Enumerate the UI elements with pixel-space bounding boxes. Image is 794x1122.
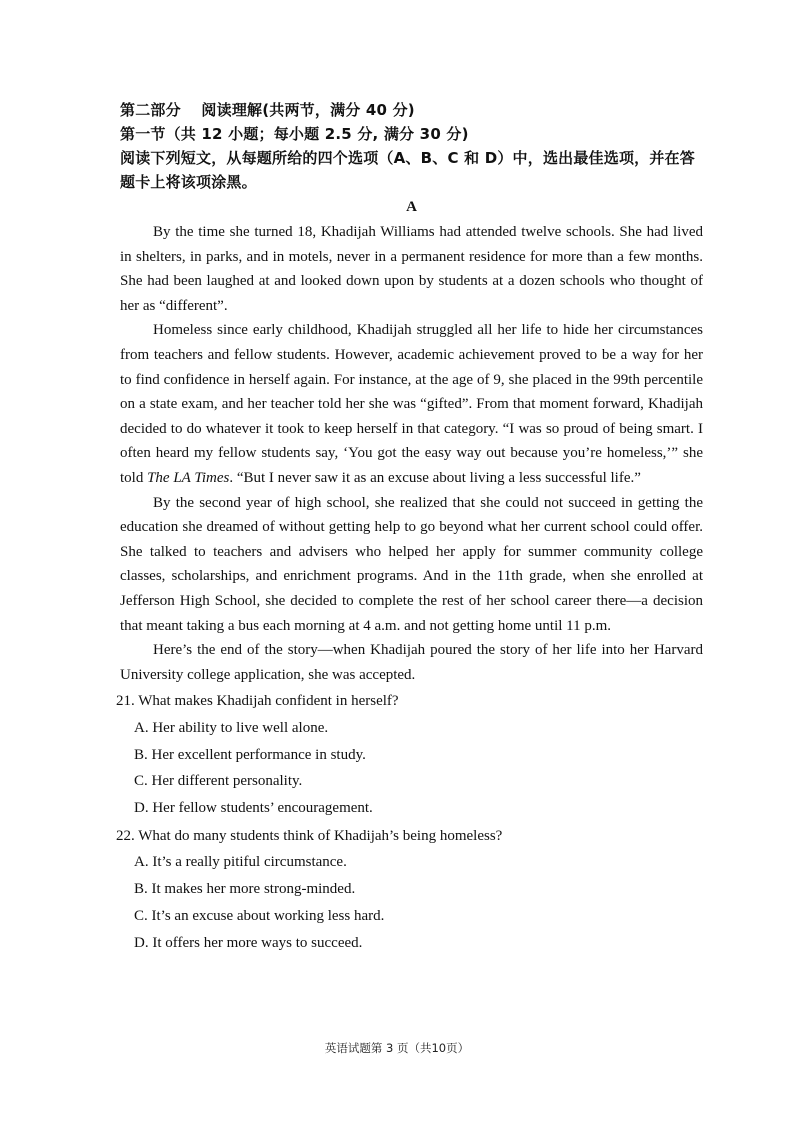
option-b: B. Her excellent performance in study. (134, 746, 366, 763)
question-22 (116, 823, 703, 957)
question-21 (116, 688, 703, 822)
passage-paragraph (120, 638, 703, 687)
passage-body (120, 220, 703, 687)
option-a: A. Her ability to live well alone. (134, 719, 329, 736)
option-b: B. It makes her more strong-minded. (134, 881, 356, 898)
passage-label: A (406, 199, 417, 215)
page-footer: 英语试题第 3 页（共10页） (324, 1041, 470, 1055)
option-d: D. It offers her more ways to succeed. (134, 934, 363, 951)
option-c: C. Her different personality. (134, 773, 303, 790)
passage-paragraph (120, 318, 703, 490)
instructions: 阅读下列短文，从每题所给的四个选项（A、B、C 和 D）中，选出最佳选项，并在答题卡上将该项涂黑。 (120, 149, 695, 191)
paragraph-text: . “But I never saw it as an excuse about living a less successful life.” (229, 469, 641, 486)
question-stem: 22. What do many students think of Khadijah’s being homeless? (116, 827, 503, 844)
question-stem: 21. What makes Khadijah confident in herself? (116, 693, 399, 710)
option-d: D. Her fellow students’ encouragement. (134, 800, 373, 817)
paragraph-text: Homeless since early childhood, Khadijah struggled all her life to hide her circumstances from teachers and fellow students. However, academic achievement proved to be a way for her to find confidence in herself again. For instance, at the age of 9, she placed in the 99th percentile on a state exam, and her teacher told her she was “gifted”. From that moment forward, Khadijah decided to do whatever it took to keep herself in that category. “I was so proud of being smart. I often heard my fellow students say, ‘You got the easy way out because you’re homeless,’” she told (120, 322, 703, 486)
option-c: C. It’s an excuse about working less hard. (134, 908, 385, 925)
passage-paragraph (120, 491, 703, 639)
option-a: A. It’s a really pitiful circumstance. (134, 854, 347, 871)
subsection-heading: 第一节（共 12 小题；每小题 2.5 分, 满分 30 分) (120, 125, 469, 143)
part-heading: 第二部分 阅读理解(共两节，满分 40 分) (120, 101, 415, 119)
paragraph-text: By the time she turned 18, Khadijah Williams had attended twelve schools. She had lived in shelters, in parks, and in motels, never in a permanent residence for more than a few months. She had been laughed at and looked down upon by students at a dozen schools who thought of her as “different”. (120, 224, 703, 314)
page-content (116, 98, 703, 957)
passage-paragraph (120, 220, 703, 318)
paragraph-text: Here’s the end of the story—when Khadijah poured the story of her life into her Harvard University college application, she was accepted. (120, 642, 703, 683)
paragraph-text: By the second year of high school, she realized that she could not succeed in getting the education she dreamed of without getting help to go beyond what her current school could offer. She talked to teachers and advisers who helped her apply for summer community college classes, scholarships, and enrichment programs. And in the 11th grade, when she enrolled at Jefferson High School, she decided to complete the rest of her school career there—a decision that meant taking a bus each morning at 4 a.m. and not getting home until 11 p.m. (120, 494, 703, 634)
newspaper-title: The LA Times (147, 469, 230, 486)
